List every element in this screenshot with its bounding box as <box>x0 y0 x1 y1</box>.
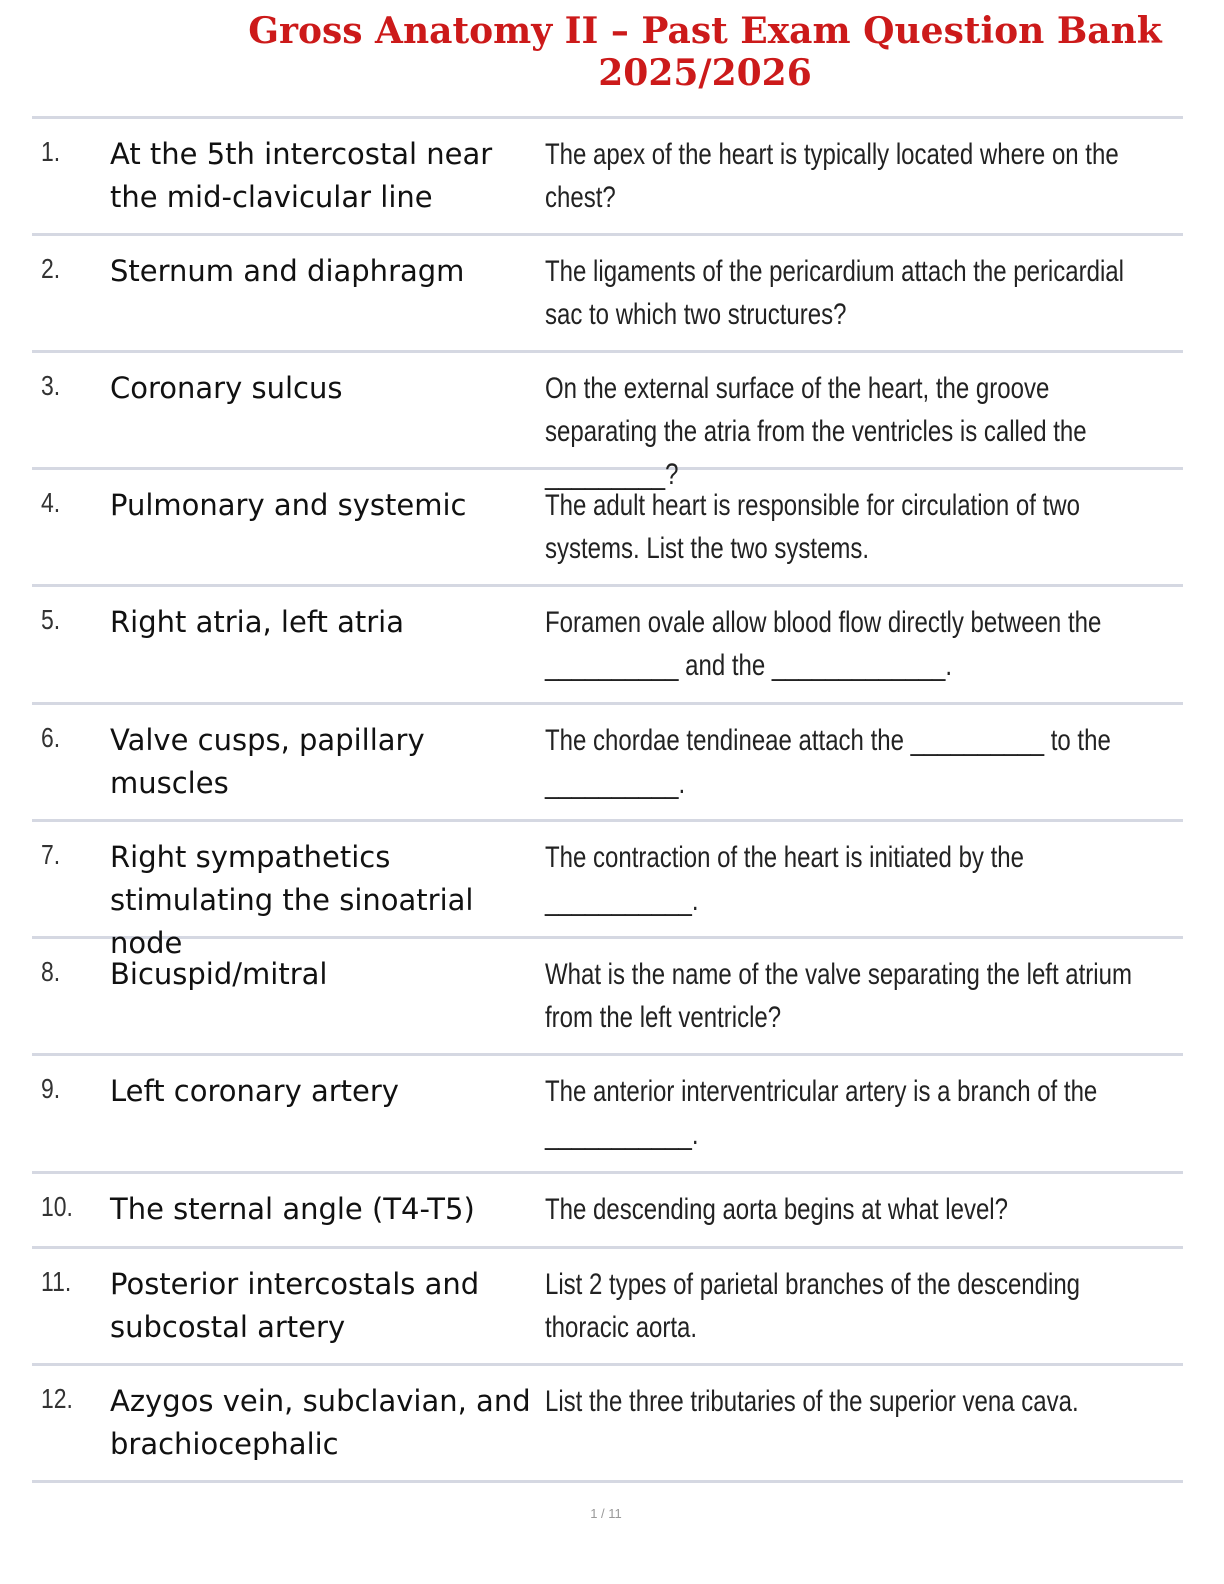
question-text: List the three tributaries of the superior vena cava. <box>545 1385 1079 1418</box>
table-row <box>32 939 1183 1056</box>
question-text: On the external surface of the heart, the groove separating the atria from the ventricles is called the _________? <box>545 372 1087 491</box>
question-text: List 2 types of parietal branches of the descending thoracic aorta. <box>545 1268 1081 1344</box>
row-number: 12. <box>41 1383 73 1414</box>
row-number: 3. <box>41 370 61 401</box>
table-row <box>32 353 1183 491</box>
table-row <box>32 470 1183 587</box>
answer-text: Posterior intercostals and subcostal artery <box>110 1267 480 1344</box>
row-number: 11. <box>41 1266 72 1297</box>
table-row <box>32 119 1183 236</box>
document-title <box>240 10 1170 94</box>
answer-text: Coronary sulcus <box>110 371 343 405</box>
question-text: The ligaments of the pericardium attach the pericardial sac to which two structures? <box>545 255 1124 331</box>
answer-text: Right atria, left atria <box>110 605 404 639</box>
table-row <box>32 587 1183 705</box>
row-number: 10. <box>41 1191 73 1222</box>
answer-text: The sternal angle (T4-T5) <box>110 1192 475 1226</box>
question-text: The apex of the heart is typically located where on the chest? <box>545 138 1119 214</box>
table-row <box>32 1174 1183 1249</box>
table-row <box>32 1056 1183 1174</box>
row-number: 8. <box>41 956 61 987</box>
question-text: The contraction of the heart is initiated by the ___________. <box>545 841 1024 917</box>
title-line-2: 2025/2026 <box>598 52 812 94</box>
row-number: 9. <box>41 1073 61 1104</box>
row-number: 5. <box>41 604 61 635</box>
answer-text: At the 5th intercostal near the mid-clavicular line <box>110 137 493 214</box>
answer-text: Pulmonary and systemic <box>110 488 467 522</box>
answer-text: Azygos vein, subclavian, and brachiocephalic <box>110 1384 531 1461</box>
question-table <box>32 116 1183 1483</box>
question-text: The anterior interventricular artery is a branch of the ___________. <box>545 1075 1098 1151</box>
row-number: 4. <box>41 487 61 518</box>
question-text: The descending aorta begins at what level? <box>545 1193 1008 1226</box>
table-row <box>32 822 1183 960</box>
question-text: Foramen ovale allow blood flow directly between the __________ and the _____________. <box>545 606 1102 682</box>
answer-text: Left coronary artery <box>110 1074 399 1108</box>
answer-text: Right sympathetics stimulating the sinoatrial node <box>110 840 474 960</box>
question-text: The adult heart is responsible for circulation of two systems. List the two systems. <box>545 489 1080 565</box>
answer-text: Valve cusps, papillary muscles <box>110 723 425 800</box>
row-number: 2. <box>41 253 61 284</box>
page-number: 1 / 11 <box>590 1506 622 1521</box>
question-text: What is the name of the valve separating the left atrium from the left ventricle? <box>545 958 1132 1034</box>
table-row <box>32 705 1183 822</box>
table-row <box>32 236 1183 353</box>
answer-text: Sternum and diaphragm <box>110 254 465 288</box>
row-number: 7. <box>41 839 61 870</box>
table-row <box>32 1366 1183 1483</box>
answer-text: Bicuspid/mitral <box>110 957 328 991</box>
row-number: 6. <box>41 722 61 753</box>
table-row <box>32 1249 1183 1366</box>
row-number: 1. <box>41 136 61 167</box>
question-text: The chordae tendineae attach the __________ to the __________. <box>545 724 1111 800</box>
title-line-1: Gross Anatomy II – Past Exam Question Bank <box>248 10 1162 52</box>
